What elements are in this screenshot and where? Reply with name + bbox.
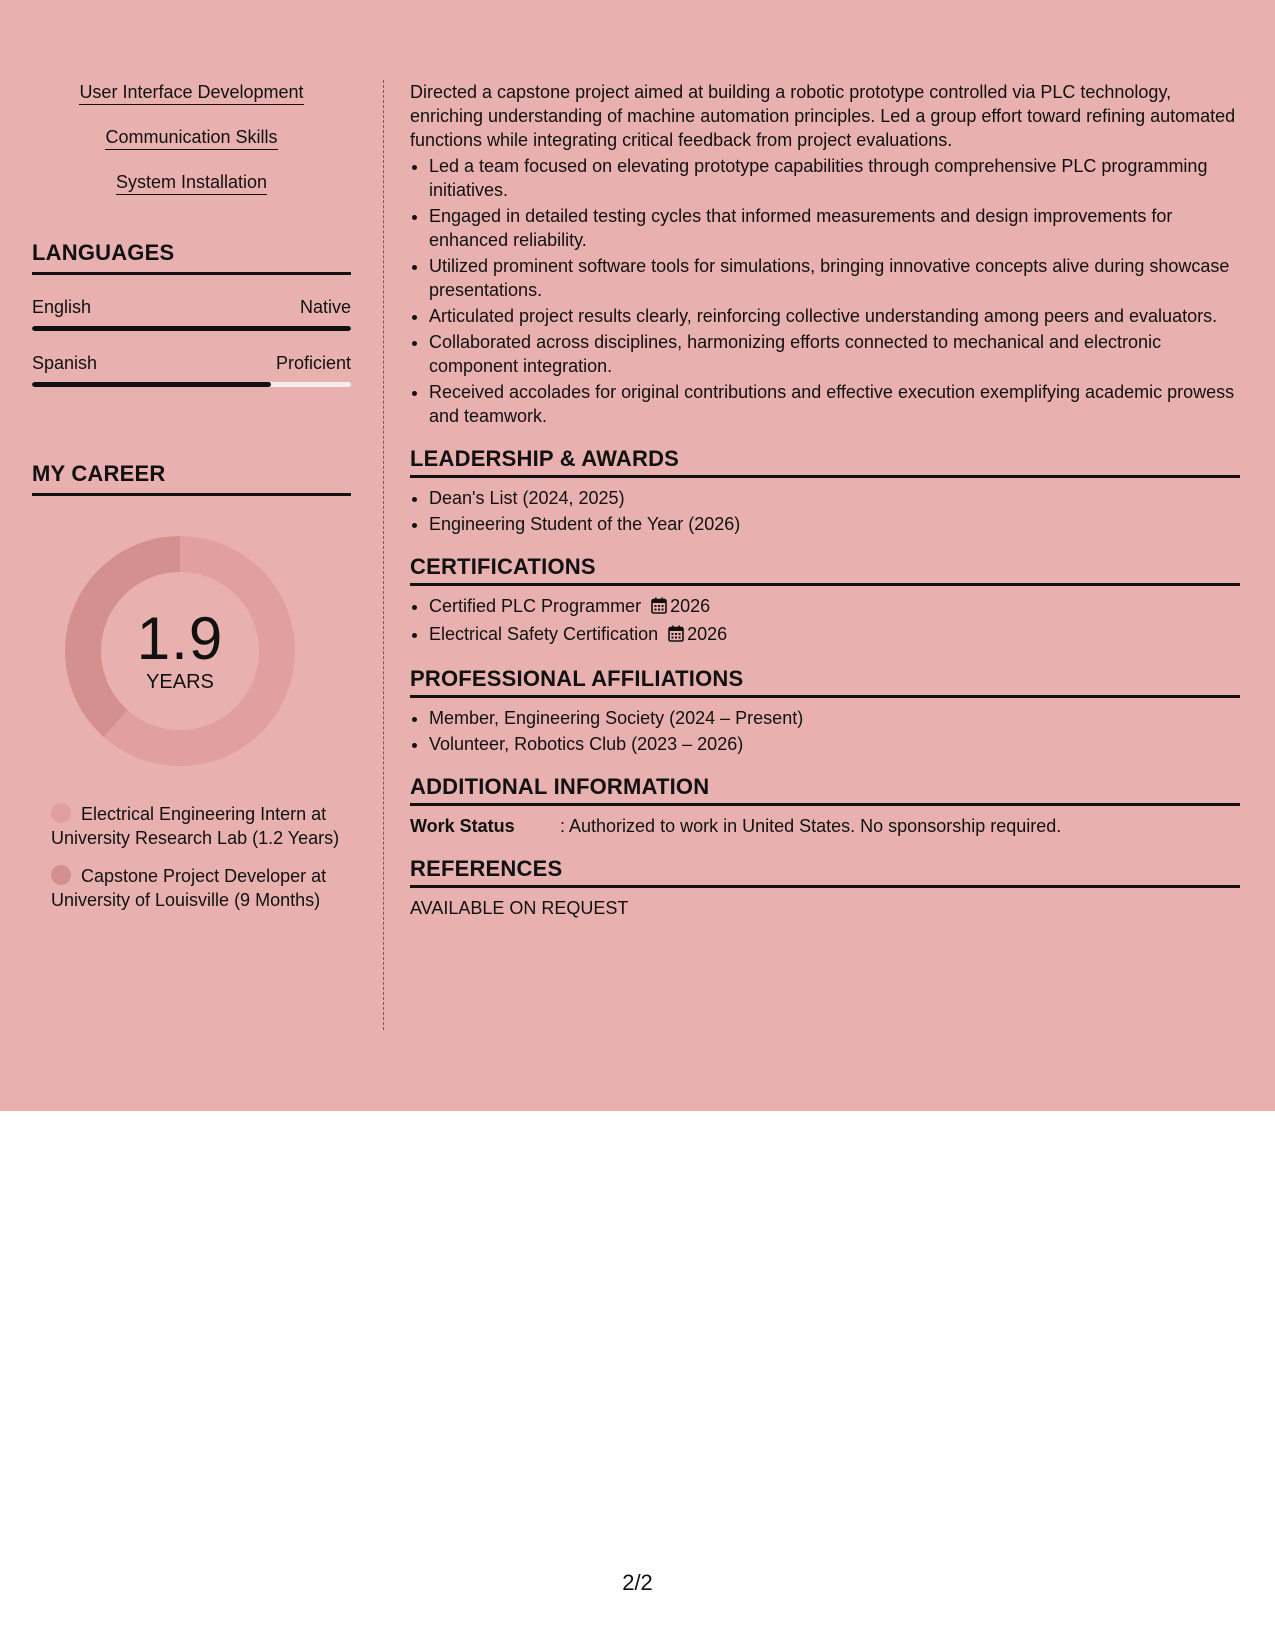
calendar-icon xyxy=(668,624,684,648)
list-item: • Volunteer, Robotics Club (2023 – 2026) xyxy=(429,732,1240,756)
languages-heading: LANGUAGES xyxy=(32,240,351,275)
references-heading: REFERENCES xyxy=(410,856,1240,888)
page-number: 2/2 xyxy=(622,1570,653,1595)
language-proficiency-fill xyxy=(32,326,351,331)
language-english xyxy=(32,297,351,331)
certifications-heading: CERTIFICATIONS xyxy=(410,554,1240,586)
language-proficiency-bar xyxy=(32,326,351,331)
language-name: English xyxy=(32,297,92,317)
career-legend-item: Electrical Engineering Intern at University Research Lab (1.2 Years) xyxy=(51,804,340,848)
language-proficiency-fill xyxy=(32,382,271,387)
left-column xyxy=(32,80,351,926)
skill-item: User Interface Development xyxy=(32,80,351,106)
project-summary: Directed a capstone project aimed at building a robotic prototype controlled via PLC technology, enriching understanding of machine automation principles. Led a group effort toward refining automated functions while integrating critical feedback from project evaluations. xyxy=(410,82,1236,150)
list-item: • Utilized prominent software tools for simulations, bringing innovative concepts alive during showcase presentations. xyxy=(429,254,1240,302)
career-total-years: 1.9 xyxy=(136,605,224,672)
language-level: Native xyxy=(299,297,351,317)
right-column xyxy=(410,80,1240,920)
career-total-unit: YEARS xyxy=(146,671,214,693)
certifications-list xyxy=(410,594,1240,648)
language-spanish xyxy=(32,353,351,387)
list-item: • Electrical Safety Certification 2026 xyxy=(429,622,1240,648)
leadership-list xyxy=(410,486,1240,536)
list-item: • Certified PLC Programmer 2026 xyxy=(429,594,1240,620)
career-legend xyxy=(32,802,351,912)
list-item: • Member, Engineering Society (2024 – Present) xyxy=(429,706,1240,730)
language-name: Spanish xyxy=(32,353,98,373)
calendar-icon xyxy=(651,596,667,620)
leadership-heading: LEADERSHIP & AWARDS xyxy=(410,446,1240,478)
legend-dot-icon xyxy=(51,803,71,823)
list-item: • Dean's List (2024, 2025) xyxy=(429,486,1240,510)
affiliations-list xyxy=(410,706,1240,756)
skill-item: System Installation xyxy=(32,170,351,196)
career-legend-item: Capstone Project Developer at University of Louisville (9 Months) xyxy=(51,866,327,910)
references-text: AVAILABLE ON REQUEST xyxy=(410,898,629,918)
project-bullets xyxy=(410,154,1240,428)
list-item: • Engineering Student of the Year (2026) xyxy=(429,512,1240,536)
list-item: • Collaborated across disciplines, harmonizing efforts connected to mechanical and electronic component integration. xyxy=(429,330,1240,378)
list-item: • Led a team focused on elevating prototype capabilities through comprehensive PLC programming initiatives. xyxy=(429,154,1240,202)
work-status-value: : Authorized to work in United States. No sponsorship required. xyxy=(560,816,1062,836)
list-item: • Articulated project results clearly, reinforcing collective understanding among peers and evaluators. xyxy=(429,304,1240,328)
column-divider xyxy=(383,80,384,1030)
career-donut-chart xyxy=(65,536,295,766)
language-proficiency-bar xyxy=(32,382,351,387)
work-status-row xyxy=(410,814,1240,838)
list-item: • Engaged in detailed testing cycles that informed measurements and design improvements for enhanced reliability. xyxy=(429,204,1240,252)
career-heading: MY CAREER xyxy=(32,461,351,496)
affiliations-heading: PROFESSIONAL AFFILIATIONS xyxy=(410,666,1240,698)
legend-dot-icon xyxy=(51,865,71,885)
language-level: Proficient xyxy=(275,353,351,373)
list-item: • Received accolades for original contributions and effective execution exemplifying academic prowess and teamwork. xyxy=(429,380,1240,428)
skill-item: Communication Skills xyxy=(32,125,351,151)
additional-info-heading: ADDITIONAL INFORMATION xyxy=(410,774,1240,806)
work-status-label: Work Status xyxy=(410,816,515,836)
